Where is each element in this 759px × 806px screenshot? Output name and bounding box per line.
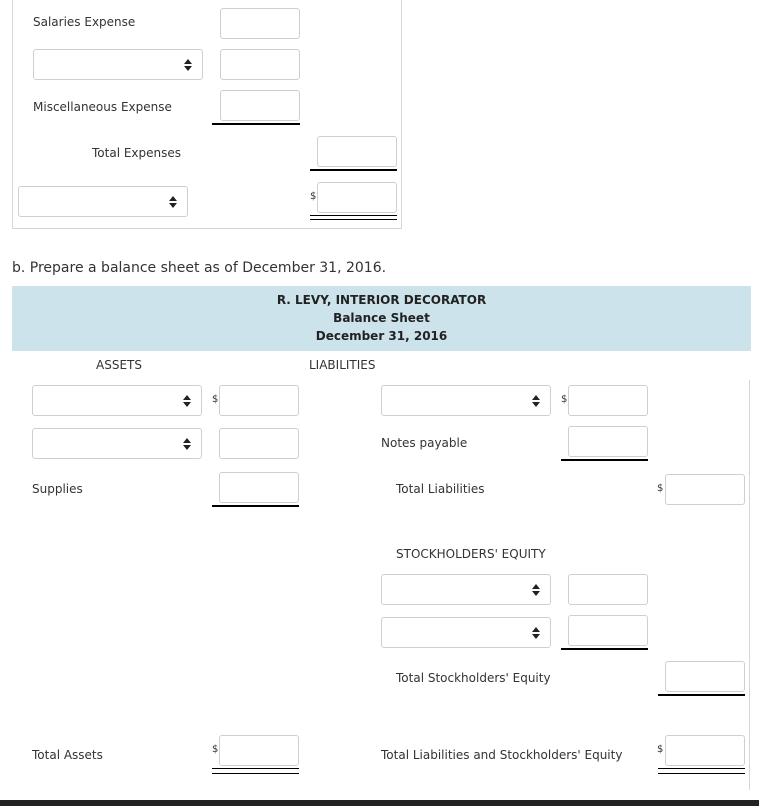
updown-chevron-icon bbox=[532, 584, 540, 596]
bottom-divider bbox=[0, 800, 759, 806]
net-income-double-rule-bottom bbox=[310, 219, 397, 220]
updown-chevron-icon bbox=[183, 395, 191, 407]
misc-expense-input[interactable] bbox=[220, 90, 300, 121]
equity-amount-1-input[interactable] bbox=[568, 574, 648, 605]
liabilities-heading: LIABILITIES bbox=[309, 358, 376, 372]
asset-amount-2-input[interactable] bbox=[219, 428, 299, 459]
updown-chevron-icon bbox=[169, 196, 177, 208]
dollar-sign: $ bbox=[657, 744, 664, 755]
total-equity-input[interactable] bbox=[665, 661, 745, 692]
total-assets-input[interactable] bbox=[219, 735, 299, 766]
dollar-sign: $ bbox=[310, 191, 317, 202]
total-expenses-input[interactable] bbox=[317, 136, 397, 167]
company-name: R. LEVY, INTERIOR DECORATOR bbox=[276, 293, 487, 307]
total-assets-double-rule-top bbox=[212, 768, 299, 769]
net-income-input[interactable] bbox=[317, 182, 397, 213]
total-liabilities-label: Total Liabilities bbox=[396, 482, 485, 496]
equity-amount-2-input[interactable] bbox=[568, 615, 648, 646]
updown-chevron-icon bbox=[183, 438, 191, 450]
notes-payable-input[interactable] bbox=[568, 426, 648, 457]
notes-payable-label: Notes payable bbox=[381, 436, 468, 450]
total-liab-equity-label: Total Liabilities and Stockholders' Equity bbox=[381, 748, 623, 762]
assets-heading: ASSETS bbox=[96, 358, 142, 372]
asset-select-1[interactable] bbox=[32, 385, 202, 416]
total-assets-label: Total Assets bbox=[32, 748, 103, 762]
salaries-expense-label: Salaries Expense bbox=[33, 15, 136, 29]
total-equity-underline bbox=[658, 694, 745, 696]
expense-amount-input[interactable] bbox=[220, 49, 300, 80]
asset-select-2[interactable] bbox=[32, 428, 202, 459]
supplies-label: Supplies bbox=[32, 482, 83, 496]
equity-select-1[interactable] bbox=[381, 574, 551, 605]
statement-title: Balance Sheet bbox=[333, 311, 430, 325]
part-b-instruction: b. Prepare a balance sheet as of December 31, 2016. bbox=[12, 260, 387, 276]
updown-chevron-icon bbox=[532, 395, 540, 407]
equity-heading: STOCKHOLDERS' EQUITY bbox=[396, 547, 546, 561]
equity-select-2[interactable] bbox=[381, 617, 551, 648]
total-expenses-underline bbox=[310, 169, 397, 171]
liability-select-1[interactable] bbox=[381, 385, 551, 416]
total-liab-equity-double-rule-top bbox=[658, 768, 745, 769]
equity-underline bbox=[561, 648, 648, 650]
dollar-sign: $ bbox=[657, 483, 664, 494]
balance-sheet-header bbox=[12, 286, 751, 351]
total-equity-label: Total Stockholders' Equity bbox=[396, 671, 551, 685]
total-liab-equity-double-rule-bottom bbox=[658, 773, 745, 774]
total-expenses-label: Total Expenses bbox=[92, 146, 182, 160]
total-assets-double-rule-bottom bbox=[212, 773, 299, 774]
misc-underline bbox=[212, 123, 300, 125]
net-income-select[interactable] bbox=[18, 186, 188, 217]
supplies-underline bbox=[212, 505, 299, 507]
expense-account-select[interactable] bbox=[33, 49, 203, 80]
salaries-expense-input[interactable] bbox=[220, 8, 300, 39]
net-income-double-rule-top bbox=[310, 215, 397, 216]
dollar-sign: $ bbox=[212, 744, 219, 755]
statement-date: December 31, 2016 bbox=[315, 329, 448, 343]
updown-chevron-icon bbox=[532, 627, 540, 639]
total-liab-equity-input[interactable] bbox=[665, 735, 745, 766]
notes-payable-underline bbox=[561, 459, 648, 461]
supplies-input[interactable] bbox=[219, 472, 299, 503]
asset-amount-1-input[interactable] bbox=[219, 385, 299, 416]
misc-expense-label: Miscellaneous Expense bbox=[33, 100, 172, 114]
total-liabilities-input[interactable] bbox=[665, 474, 745, 505]
dollar-sign: $ bbox=[212, 394, 219, 405]
updown-chevron-icon bbox=[184, 59, 192, 71]
dollar-sign: $ bbox=[561, 394, 568, 405]
liability-amount-1-input[interactable] bbox=[568, 385, 648, 416]
